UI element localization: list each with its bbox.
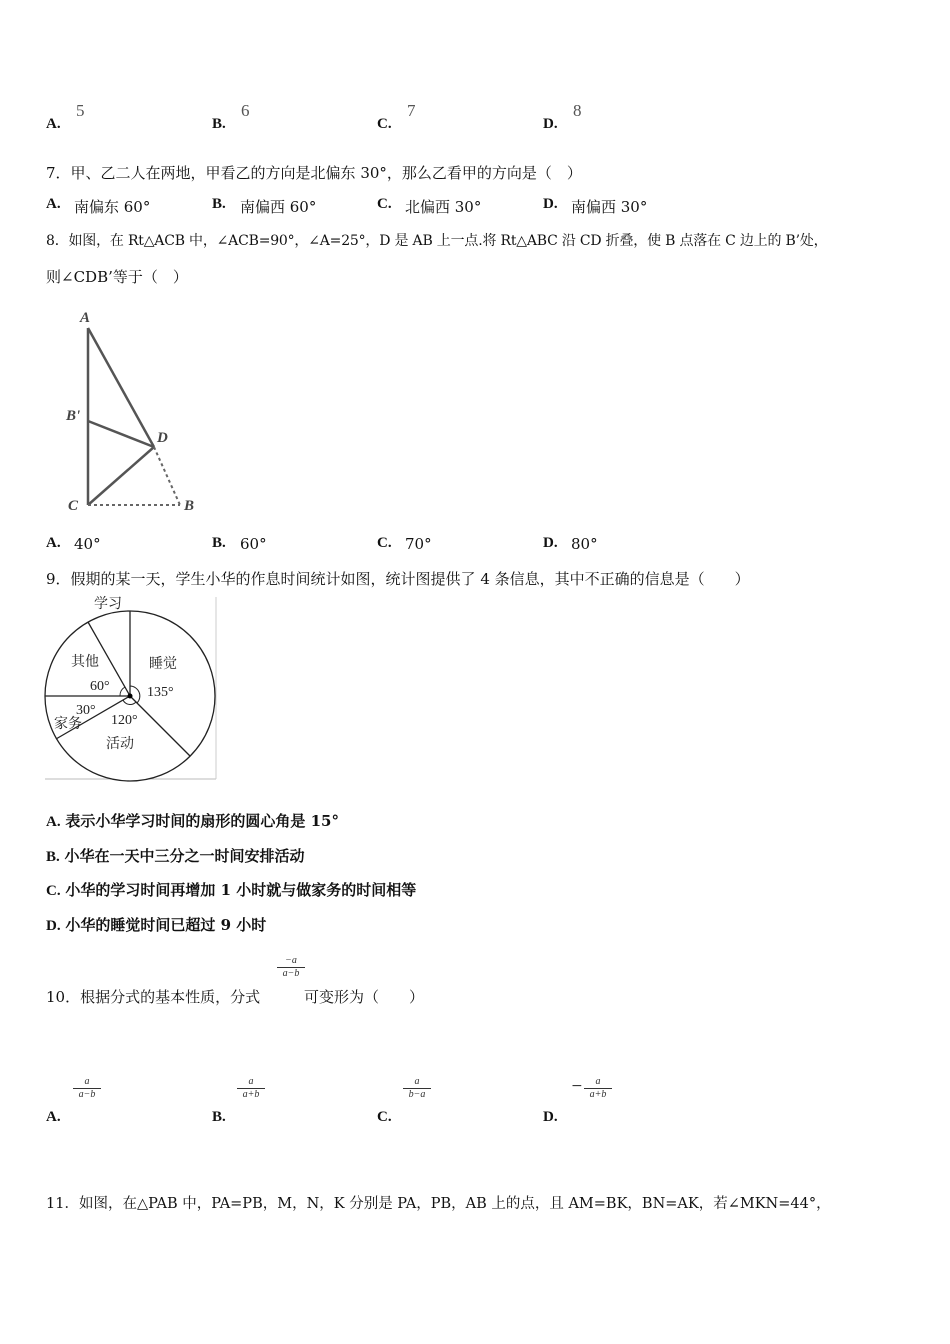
q7-option-b-text: 南偏西 60° (240, 198, 317, 216)
pie-center-dot (128, 694, 133, 699)
q8-option-c-label: C. (377, 535, 392, 551)
q10-stem-fraction (277, 955, 305, 980)
q10-option-b-den: a+b (237, 1088, 265, 1101)
pie-angle-activity: 120° (111, 713, 138, 728)
q9-option-c-label: C. (46, 883, 61, 899)
q9-option-c-text: 小华的学习时间再增加 1 小时就与做家务的时间相等 (65, 881, 417, 899)
q9-option-d (46, 914, 266, 935)
q10-option-c-fraction (403, 1076, 431, 1101)
vertex-b-label: B (184, 498, 195, 514)
q8-option-a-text: 40° (74, 535, 101, 553)
q10-option-d-sign: − (571, 1078, 583, 1094)
q10-option-a-num: a (84, 1076, 90, 1087)
q9-option-a-label: A. (46, 814, 61, 830)
q7-stem: 7．甲、乙二人在两地，甲看乙的方向是北偏东 30°，那么乙看甲的方向是（ ） (46, 164, 582, 182)
q10-option-b-label: B. (212, 1109, 226, 1125)
q6-option-a-label: A. (46, 116, 61, 132)
q8-stem-line2: 则∠CDB’等于（ ） (46, 268, 188, 286)
q10-option-b-num: a (248, 1076, 254, 1087)
pie-angle-other: 60° (90, 679, 110, 694)
q9-stem: 9．假期的某一天，学生小华的作息时间统计如图，统计图提供了 4 条信息，其中不正确的信息是（ ） (46, 570, 750, 588)
vertex-c-label: C (68, 498, 79, 514)
q10-option-d-fraction (584, 1076, 612, 1101)
q6-option-b-value: 6 (241, 101, 250, 120)
q11-stem: 11．如图，在△PAB 中，PA=PB，M，N，K 分别是 PA，PB，AB 上的点，且 AM=BK，BN=AK，若∠MKN=44°， (46, 1196, 831, 1212)
q8-option-a-label: A. (46, 535, 61, 551)
q6-option-b-label: B. (212, 116, 226, 132)
q8-triangle-figure (60, 308, 210, 520)
q10-stem-after: 可变形为（ ） (304, 988, 425, 1006)
q6-option-a-value: 5 (76, 101, 85, 120)
pie-label-study: 学习 (94, 596, 122, 612)
q7-option-d-text: 南偏西 30° (571, 198, 648, 216)
q10-option-a-fraction (73, 1076, 101, 1101)
q10-option-c-label: C. (377, 1109, 392, 1125)
q10-option-b-fraction (237, 1076, 265, 1101)
pie-label-housework: 家务 (54, 716, 82, 732)
q8-option-b-text: 60° (240, 535, 267, 553)
q10-option-d-den: a+b (584, 1088, 612, 1101)
q10-option-d-label: D. (543, 1109, 558, 1125)
q8-option-b-label: B. (212, 535, 226, 551)
q9-option-a (46, 810, 339, 831)
q8-option-c-text: 70° (405, 535, 432, 553)
q10-stem-frac-num: −a (285, 955, 297, 966)
q10-option-c-den: b−a (403, 1088, 431, 1101)
q8-option-d-text: 80° (571, 535, 598, 553)
segment-ad (88, 328, 154, 447)
pie-label-other: 其他 (71, 654, 99, 670)
pie-label-sleep: 睡觉 (149, 656, 177, 672)
q7-option-d-label: D. (543, 196, 558, 212)
q9-pie-svg (44, 595, 218, 783)
q6-option-c-label: C. (377, 116, 392, 132)
q9-option-b-label: B. (46, 849, 60, 865)
pie-angle-sleep: 135° (147, 685, 174, 700)
q7-option-b-label: B. (212, 196, 226, 212)
q9-pie-chart (44, 595, 218, 783)
segment-cd (88, 447, 154, 505)
q10-option-d-num: a (595, 1076, 601, 1087)
q10-stem-frac-den: a−b (277, 967, 305, 980)
q8-option-d-label: D. (543, 535, 558, 551)
q7-option-c-text: 北偏西 30° (405, 198, 482, 216)
q9-option-d-text: 小华的睡觉时间已超过 9 小时 (65, 916, 267, 934)
q10-option-a-label: A. (46, 1109, 61, 1125)
pie-angle-housework: 30° (76, 703, 96, 718)
segment-bprime-d (88, 421, 154, 447)
q9-option-a-text: 表示小华学习时间的扇形的圆心角是 15° (65, 812, 339, 830)
q8-triangle-svg (60, 308, 210, 520)
q7-option-a-text: 南偏东 60° (74, 198, 151, 216)
q6-option-d-value: 8 (573, 101, 582, 120)
vertex-a-label: A (80, 310, 91, 326)
vertex-d-label: D (157, 430, 168, 446)
q8-stem-line1: 8．如图，在 Rt△ACB 中，∠ACB=90°，∠A=25°，D 是 AB 上一点.将 Rt△ABC 沿 CD 折叠，使 B 点落在 C 边上的 B’处， (46, 233, 828, 249)
segment-db-dashed (154, 447, 180, 505)
q7-option-a-label: A. (46, 196, 61, 212)
q9-option-c (46, 879, 416, 900)
q10-option-a-den: a−b (73, 1088, 101, 1101)
q6-option-d-label: D. (543, 116, 558, 132)
vertex-bprime-label: B' (66, 408, 81, 424)
pie-label-activity: 活动 (106, 736, 134, 752)
q10-option-c-num: a (414, 1076, 420, 1087)
q9-option-b (46, 845, 305, 866)
q9-option-b-text: 小华在一天中三分之一时间安排活动 (64, 847, 305, 865)
q7-option-c-label: C. (377, 196, 392, 212)
q6-option-c-value: 7 (407, 101, 416, 120)
q9-option-d-label: D. (46, 918, 61, 934)
q10-stem-before: 10．根据分式的基本性质，分式 (46, 988, 261, 1006)
